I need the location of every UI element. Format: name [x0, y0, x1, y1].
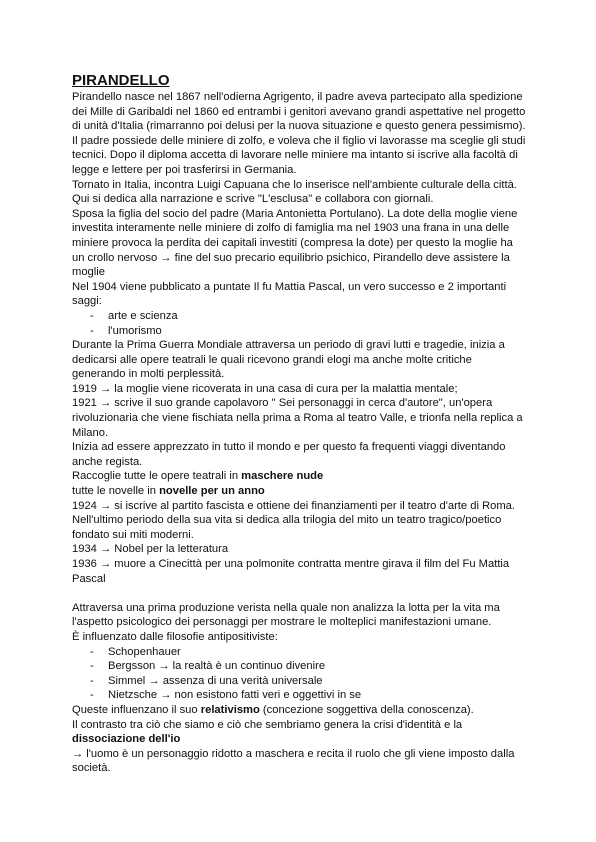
dash-bullet: -: [90, 674, 94, 687]
document-page: [72, 72, 528, 776]
philosophers-list: [72, 645, 528, 703]
paragraph-maschera: → l'uomo è un personaggio ridotto a maschera e recita il ruolo che gli viene imposto dalla società.: [72, 747, 515, 775]
list-item-text: Simmel → assenza di una verità universale: [108, 674, 323, 687]
list-item: [72, 645, 528, 660]
paragraph-fame: Inizia ad essere apprezzato in tutto il mondo e per questo fa frequenti viaggi diventando anche regista.: [72, 441, 506, 468]
paragraph-novelle: [72, 484, 528, 499]
dash-bullet: -: [90, 324, 94, 337]
document-title: PIRANDELLO: [72, 72, 170, 89]
list-item-text: arte e scienza: [108, 309, 178, 322]
paragraph-trilogia: Nell'ultimo periodo della sua vita si dedica alla trilogia del mito un teatro tragico/poetico fondato sui miti moderni.: [72, 514, 502, 541]
list-item: [72, 674, 528, 689]
paragraph-1921: 1921 → scrive il suo grande capolavoro " Sei personaggi in cerca d'autore", un'opera rivoluzionaria che viene fischiata nella prima a Roma al teatro Valle, e trionfa nella replica a Milano.: [72, 397, 523, 439]
list-item: [72, 659, 528, 674]
paragraph-birth: Pirandello nasce nel 1867 nell'odierna Agrigento, il padre aveva partecipato alla spedizione dei Mille di Garibaldi nel 1860 ed entrambi i genitori avevano grandi aspettative nel progetto di unità d'Italia (rimarranno poi delusi per la nuova situazione e questo genera pessimismo).: [72, 91, 526, 133]
paragraph-verismo: Attraversa una prima produzione verista nella quale non analizza la lotta per la vita ma l'aspetto psicologico dei personaggi per mostrare le molteplici manifestazioni umane.: [72, 601, 500, 629]
dash-bullet: -: [90, 660, 94, 673]
paragraph-1924: 1924 → si iscrive al partito fascista e ottiene dei finanziamenti per il teatro d'arte di Roma.: [72, 499, 516, 512]
list-item-text: Bergsson → la realtà è un continuo divenire: [108, 660, 326, 673]
list-item: [72, 309, 528, 324]
paragraph-dissociazione: [72, 732, 528, 747]
blank-line: [72, 586, 528, 601]
essays-list: [72, 309, 528, 338]
dash-bullet: -: [90, 645, 94, 658]
paragraph-filosofie: È influenzato dalle filosofie antipositiviste:: [72, 630, 278, 643]
list-item-text: Schopenhauer: [108, 645, 181, 658]
list-item-text: Nietzsche → non esistono fatti veri e oggettivi in se: [108, 689, 362, 702]
bold-term: relativismo: [200, 703, 260, 716]
bold-term: dissociazione dell'io: [72, 733, 181, 746]
dash-bullet: -: [90, 309, 94, 322]
paragraph-mattia-pascal: Nel 1904 viene pubblicato a puntate Il fu Mattia Pascal, un vero successo e 2 importanti saggi:: [72, 280, 507, 308]
paragraph-esclusa: Qui si dedica alla narrazione e scrive "L'esclusa" e collabora con giornali.: [72, 193, 434, 206]
paragraph-1919: 1919 → la moglie viene ricoverata in una casa di cura per la malattia mentale;: [72, 382, 458, 395]
paragraph-contrasto: Il contrasto tra ciò che siamo e ciò che sembriamo genera la crisi d'identità e la: [72, 718, 463, 731]
list-item: [72, 324, 528, 339]
paragraph-relativismo: [72, 703, 528, 718]
text-span: tutte le novelle in: [72, 485, 160, 498]
paragraph-marriage: Sposa la figlia del socio del padre (Maria Antonietta Portulano). La dote della moglie viene investita interamente nelle miniere di zolfo di famiglia ma nel 1903 una frana in una delle miniere provoca la perdita dei capitali investiti (compresa la dote) per questo la moglie ha un crollo nervoso → fine del suo precario equilibrio psichico, Pirandello deve assistere la moglie: [72, 207, 518, 279]
paragraph-father-mines: Il padre possiede delle miniere di zolfo, e voleva che il figlio vi lavorasse ma sceglie gli studi tecnici. Dopo il diploma accetta di lavorare nelle miniere ma intanto si iscrive alla facoltà di legge e lettere per poi trasferirsi in Germania.: [72, 134, 526, 176]
text-span: Raccoglie tutte le opere teatrali in: [72, 470, 242, 483]
paragraph-maschere-nude: [72, 469, 528, 484]
list-item: [72, 688, 528, 703]
list-item-text: l'umorismo: [108, 324, 162, 337]
paragraph-1936: 1936 → muore a Cinecittà per una polmonite contratta mentre girava il film del Fu Mattia Pascal: [72, 558, 510, 585]
bold-term: novelle per un anno: [159, 485, 265, 498]
bold-term: maschere nude: [241, 470, 324, 483]
paragraph-war: Durante la Prima Guerra Mondiale attraversa un periodo di gravi lutti e tragedie, inizia a dedicarsi alle opere teatrali le quali ricevono grandi elogi ma anche molte critiche generando in molti perplessità.: [72, 339, 505, 381]
paragraph-1934: 1934 → Nobel per la letteratura: [72, 543, 229, 556]
text-span: Queste influenzano il suo: [72, 703, 201, 716]
dash-bullet: -: [90, 689, 94, 702]
paragraph-capuana: Tornato in Italia, incontra Luigi Capuana che lo inserisce nell'ambiente culturale della città.: [72, 178, 517, 191]
text-span: (concezione soggettiva della conoscenza).: [259, 703, 474, 716]
